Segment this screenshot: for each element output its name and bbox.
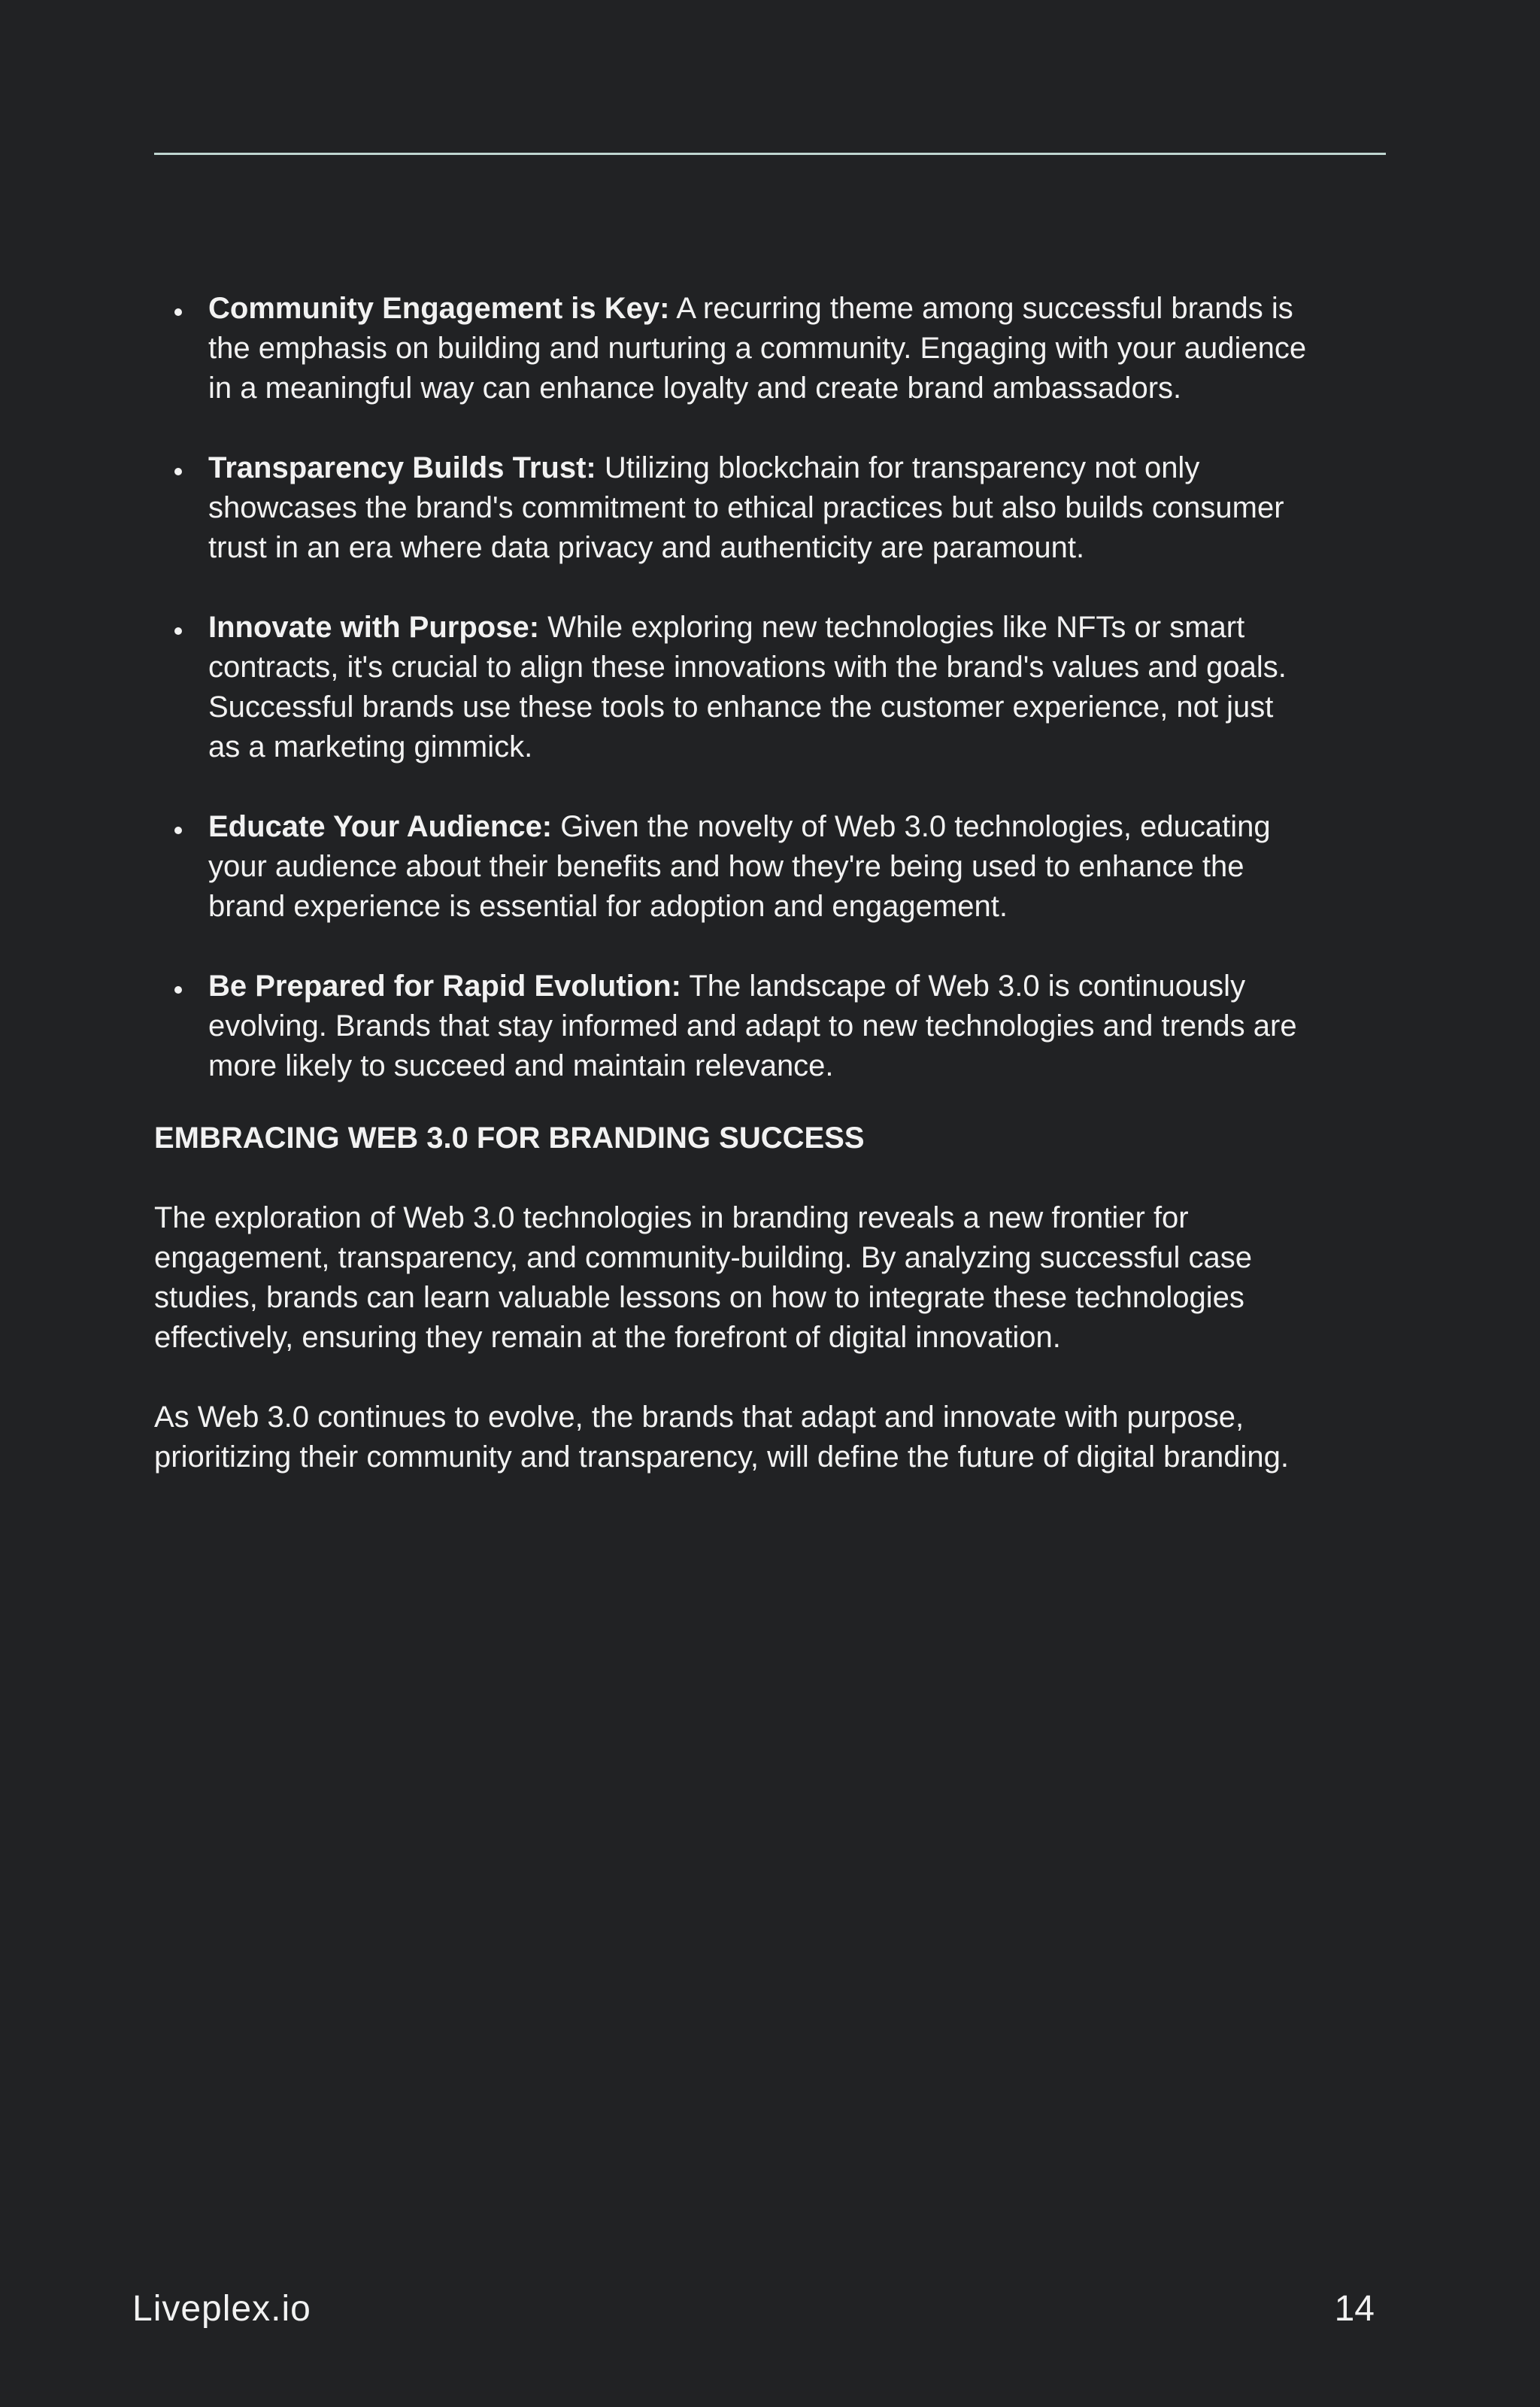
- list-item: [154, 608, 1312, 767]
- list-item-text: While exploring new technologies like NFTs or smart contracts, it's crucial to align these innovations with the brand's values and goals. Successful brands use these tools to enhance the customer experience, not just as a marketing gimmick.: [208, 611, 1287, 763]
- section-heading: EMBRACING WEB 3.0 FOR BRANDING SUCCESS: [154, 1122, 865, 1155]
- list-item-lead: Community Engagement is Key:: [208, 292, 670, 325]
- list-item: [154, 448, 1312, 568]
- list-item: [154, 967, 1312, 1086]
- list-item-text: A recurring theme among successful brands is the emphasis on building and nurturing a community. Engaging with your audience in a meaningful way can enhance loyalty and create brand ambassadors.: [208, 292, 1307, 405]
- list-item-lead: Innovate with Purpose:: [208, 611, 540, 644]
- page-content: [154, 289, 1312, 1517]
- list-item-lead: Be Prepared for Rapid Evolution:: [208, 970, 681, 1003]
- list-item-text: The landscape of Web 3.0 is continuously evolving. Brands that stay informed and adapt to new technologies and trends are more likely to succeed and maintain relevance.: [208, 970, 1297, 1082]
- takeaways-list: [154, 289, 1312, 1086]
- paragraph: As Web 3.0 continues to evolve, the brands that adapt and innovate with purpose, prioritizing their community and transparency, will define the future of digital branding.: [154, 1401, 1289, 1474]
- page-number: 14: [1334, 2289, 1375, 2329]
- list-item: [154, 289, 1312, 408]
- footer-brand: Liveplex.io: [132, 2289, 311, 2329]
- header-divider: [154, 153, 1386, 155]
- list-item-text: Given the novelty of Web 3.0 technologies, educating your audience about their benefits and how they're being used to enhance the brand experience is essential for adoption and engagement.: [208, 810, 1271, 923]
- list-item-lead: Educate Your Audience:: [208, 810, 553, 843]
- list-item: [154, 807, 1312, 927]
- paragraph: The exploration of Web 3.0 technologies in branding reveals a new frontier for engagement, transparency, and community-building. By analyzing successful case studies, brands can learn valuable lessons on how to integrate these technologies effectively, ensuring they remain at the forefront of digital innovation.: [154, 1201, 1253, 1354]
- list-item-lead: Transparency Builds Trust:: [208, 451, 596, 484]
- list-item-text: Utilizing blockchain for transparency not only showcases the brand's commitment to ethical practices but also builds consumer trust in an era where data privacy and authenticity are paramount.: [208, 451, 1284, 564]
